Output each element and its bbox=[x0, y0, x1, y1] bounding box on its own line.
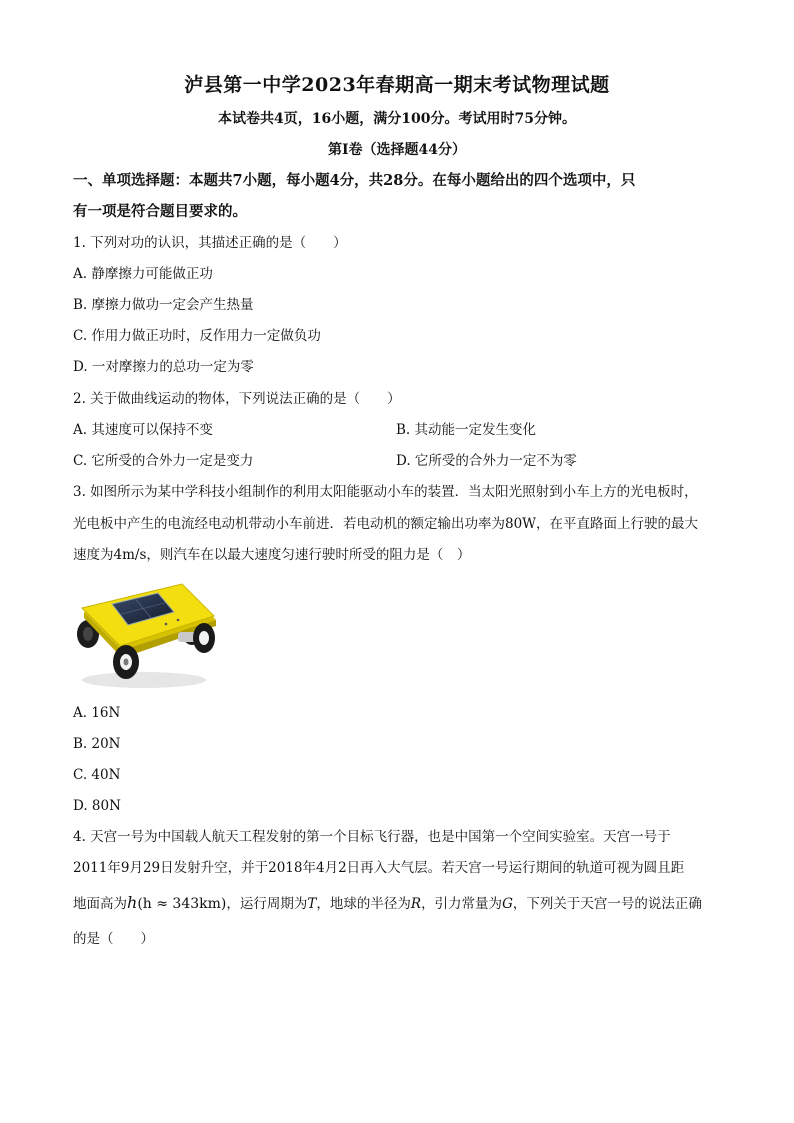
question-3-stem-line-2: 光电板中产生的电流经电动机带动小车前进．若电动机的额定输出功率为80W，在平直路面上行驶的最大 bbox=[73, 516, 699, 532]
question-2-option-d: D. 它所受的合外力一定不为零 bbox=[396, 453, 577, 469]
question-2-stem: 2. 关于做曲线运动的物体，下列说法正确的是（ ） bbox=[73, 391, 401, 407]
q4-var-g: G bbox=[502, 896, 513, 912]
page-title: 泸县第一中学2023年春期高一期末考试物理试题 bbox=[184, 74, 610, 96]
question-1-option-a: A. 静摩擦力可能做正功 bbox=[73, 266, 213, 282]
question-2-option-a: A. 其速度可以保持不变 bbox=[73, 422, 213, 438]
question-4-stem-line-3 bbox=[73, 893, 702, 914]
front-wheel-right bbox=[193, 623, 215, 653]
question-2-option-b: B. 其动能一定发生变化 bbox=[396, 422, 537, 438]
instructions-line-2: 有一项是符合题目要求的。 bbox=[73, 203, 247, 220]
solar-car-figure bbox=[74, 580, 218, 690]
q4-var-t: T bbox=[307, 896, 317, 912]
question-2-option-c: C. 它所受的合外力一定是变力 bbox=[73, 453, 254, 469]
q4-var-h: h bbox=[127, 893, 138, 912]
q4-text-4: ，引力常量为 bbox=[421, 896, 503, 912]
front-wheel-left bbox=[113, 645, 139, 679]
question-1-option-c: C. 作用力做正功时，反作用力一定做负功 bbox=[73, 328, 321, 344]
question-1-option-b: B. 摩擦力做功一定会产生热量 bbox=[73, 297, 254, 313]
question-3-option-b: B. 20N bbox=[73, 736, 121, 752]
question-3-option-d: D. 80N bbox=[73, 798, 121, 814]
q4-text-3: ，地球的半径为 bbox=[316, 896, 411, 912]
q4-text-1: 地面高为 bbox=[73, 896, 127, 912]
question-3-stem-line-1: 3. 如图所示为某中学科技小组制作的利用太阳能驱动小车的装置．当太阳光照射到小车上方的光电板时， bbox=[73, 484, 698, 500]
q4-var-r: R bbox=[410, 896, 422, 912]
question-3-option-a: A. 16N bbox=[73, 705, 121, 721]
question-3-option-c: C. 40N bbox=[73, 767, 121, 783]
exam-info: 本试卷共4页，16小题，满分100分。考试用时75分钟。 bbox=[218, 111, 576, 127]
question-1-option-d: D. 一对摩擦力的总功一定为零 bbox=[73, 359, 254, 375]
instructions-line-1: 一、单项选择题：本题共7小题，每小题4分，共28分。在每小题给出的四个选项中，只 bbox=[73, 172, 636, 189]
section-heading: 第I卷（选择题44分） bbox=[327, 142, 467, 158]
question-4-stem-line-4: 的是（ ） bbox=[73, 931, 154, 947]
q4-height-value: (h ≈ 343km) bbox=[137, 896, 227, 912]
q4-text-2: ，运行周期为 bbox=[226, 896, 308, 912]
question-4-stem-line-2: 2011年9月29日发射升空，并于2018年4月2日再入大气层。若天宫一号运行期间的轨道可视为圆且距 bbox=[73, 860, 685, 876]
q4-text-5: ，下列关于天宫一号的说法正确 bbox=[512, 896, 702, 912]
question-4-stem-line-1: 4. 天宫一号为中国载人航天工程发射的第一个目标飞行器，也是中国第一个空间实验室。天宫一号于 bbox=[73, 829, 671, 845]
question-1-stem: 1. 下列对功的认识，其描述正确的是（ ） bbox=[73, 235, 347, 251]
question-3-stem-line-3: 速度为4m/s，则汽车在以最大速度匀速行驶时所受的阻力是（ ） bbox=[73, 547, 471, 563]
